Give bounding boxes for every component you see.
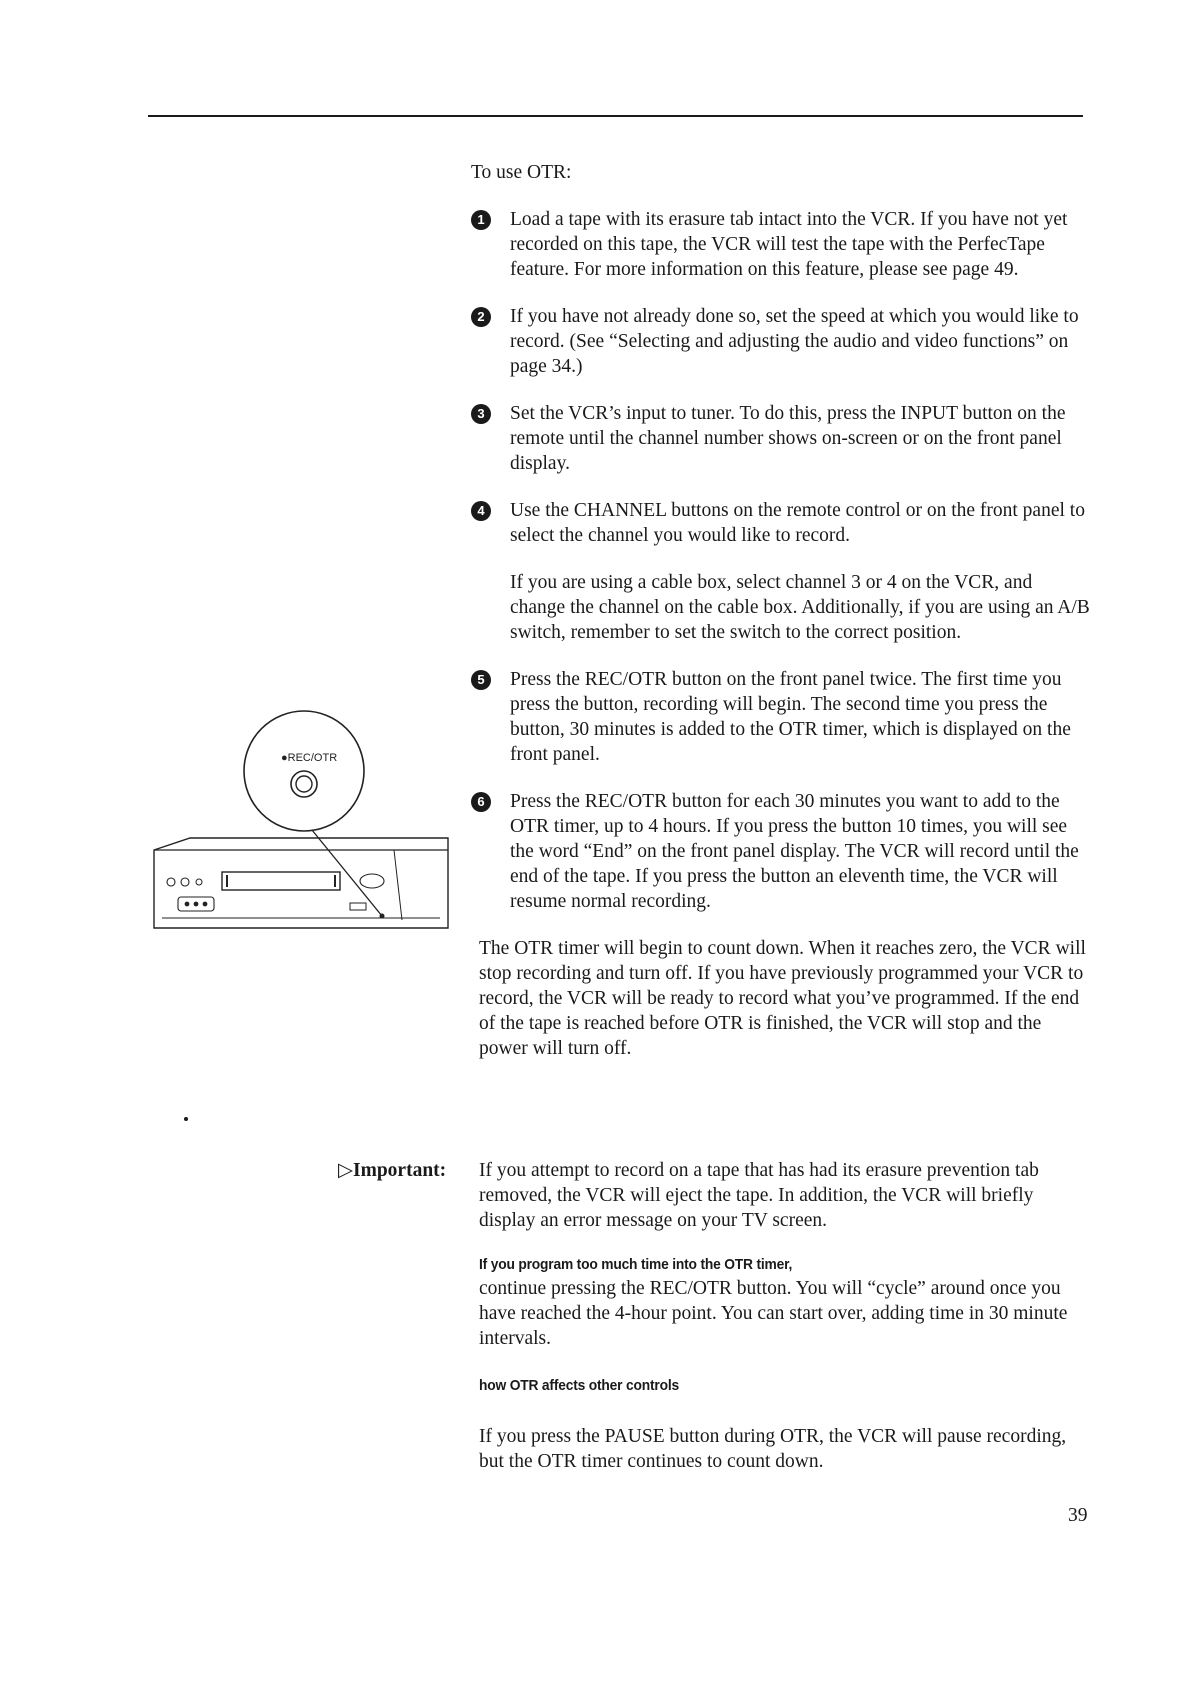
top-rule (148, 115, 1083, 117)
main-content (471, 160, 1091, 1083)
step-2 (471, 304, 1091, 379)
vcr-illustration (150, 710, 450, 940)
step-3 (471, 401, 1091, 476)
step-number: 6 (471, 792, 491, 812)
step-text: If you have not already done so, set the speed at which you would like to record. (See “Selecting and adjusting the audio and video functions” on page 34.) (510, 306, 1079, 377)
step-number: 1 (471, 210, 491, 230)
rec-otr-label: ●REC/OTR (281, 752, 338, 764)
tip-text: continue pressing the REC/OTR button. You will “cycle” around once you have reached the 4-hour point. You can start over, adding time in 30 minute intervals. (479, 1278, 1068, 1349)
step-number: 2 (471, 307, 491, 327)
important-label: ▷Important: (338, 1160, 447, 1181)
important-note (338, 1158, 1098, 1233)
countdown-paragraph: The OTR timer will begin to count down. When it reaches zero, the VCR will stop recording and turn off. If you have previously programmed your VCR to record, the VCR will be ready to record what you’ve programmed. If the end of the tape is reached before OTR is finished, the VCR will stop and the power will turn off. (479, 938, 1086, 1059)
step-6 (471, 789, 1091, 914)
step-extra-text: If you are using a cable box, select channel 3 or 4 on the VCR, and change the channel on the cable box. Additionally, if you are using an A/B switch, remember to set the switch to the correct position. (510, 572, 1090, 643)
controls-heading: how OTR affects other controls (479, 1377, 679, 1394)
page-number: 39 (1068, 1505, 1088, 1526)
important-text: If you attempt to record on a tape that has had its erasure prevention tab removed, the VCR will eject the tape. In addition, the VCR will briefly display an error message on your TV screen. (479, 1160, 1039, 1231)
step-text: Use the CHANNEL buttons on the remote control or on the front panel to select the channel you would like to record. (510, 500, 1085, 546)
step-text: Press the REC/OTR button for each 30 minutes you want to add to the OTR timer, up to 4 hours. If you press the button 10 times, you will see the word “End” on the front panel display. The VCR will record until the end of the tape. If you press the button an eleventh time, the VCR will resume normal recording. (510, 791, 1079, 912)
step-text: Load a tape with its erasure tab intact into the VCR. If you have not yet recorded on this tape, the VCR will test the tape with the PerfecTape feature. For more information on this feature, please see page 49. (510, 209, 1068, 280)
step-4 (471, 498, 1091, 645)
step-number: 4 (471, 501, 491, 521)
controls-text: If you press the PAUSE button during OTR, the VCR will pause recording, but the OTR timer continues to count down. (479, 1426, 1067, 1472)
step-1 (471, 207, 1091, 282)
tip-heading: If you program too much time into the OTR timer, (479, 1256, 793, 1273)
intro-text: To use OTR: (471, 162, 572, 183)
step-text: Press the REC/OTR button on the front panel twice. The first time you press the button, recording will begin. The second time you press the button, 30 minutes is added to the OTR timer, which is displayed on the front panel. (510, 669, 1071, 765)
stray-mark (184, 1117, 188, 1121)
step-number: 3 (471, 404, 491, 424)
step-text: Set the VCR’s input to tuner. To do this, press the INPUT button on the remote until the channel number shows on-screen or on the front panel display. (510, 403, 1066, 474)
step-number: 5 (471, 670, 491, 690)
step-5 (471, 667, 1091, 767)
